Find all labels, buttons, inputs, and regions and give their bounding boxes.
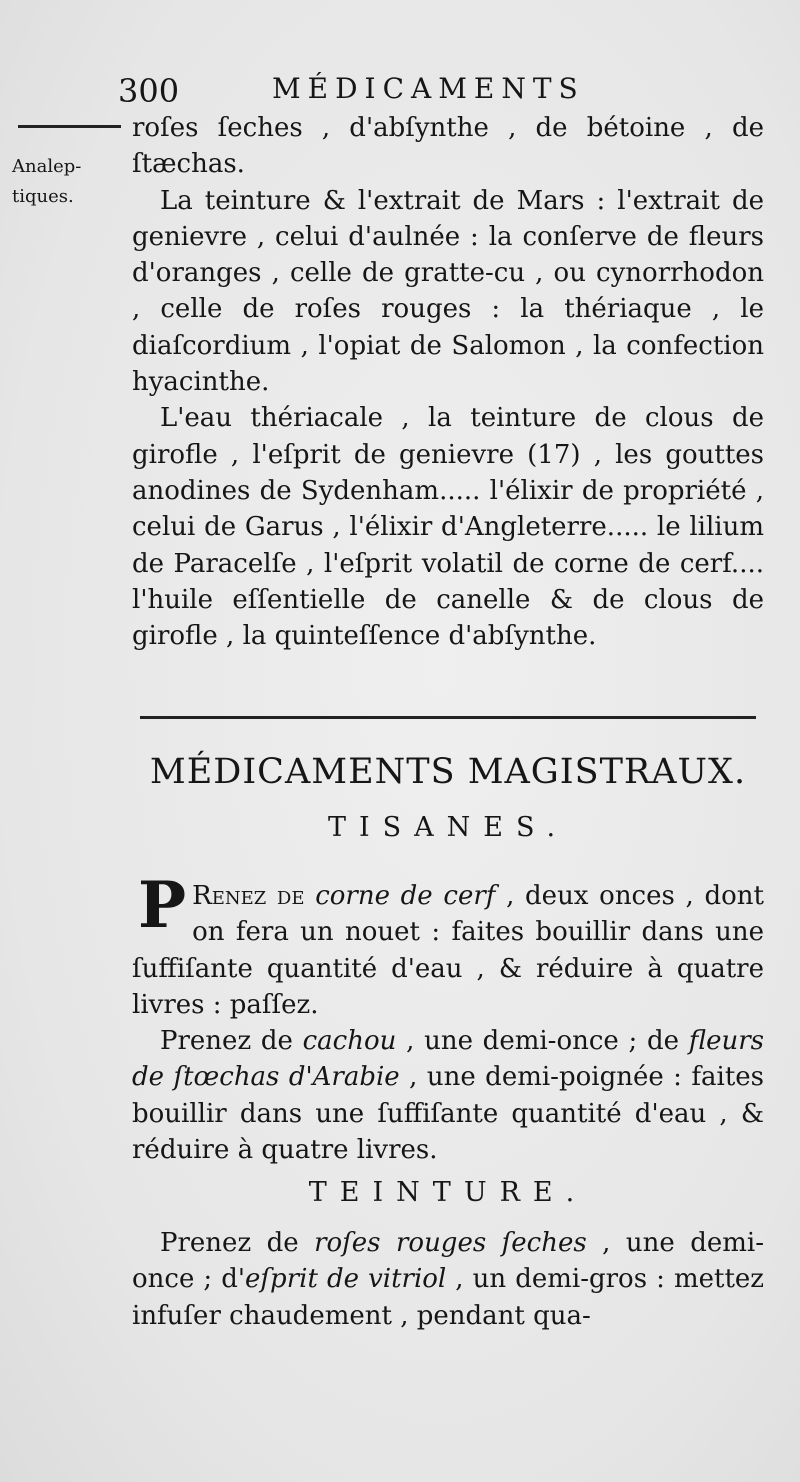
italic-run: corne de cerf — [315, 881, 496, 911]
paragraph: L'eau thériacale , la teinture de clous de girofle , l'eſprit de genievre (17) , les gouttes anodines de Sydenham..... l'élixir de propriété , celui de Garus , l'élixir d'Angleterre..... le lilium de Paracelſe , l'eſprit volatil de corne de cerf.... l'huile eſſentielle de canelle & de clous de girofle , la quinteſſence d'abſynthe. — [132, 403, 764, 652]
teinture-text — [132, 1225, 764, 1334]
section-title: MÉDICAMENTS MAGISTRAUX. — [149, 752, 747, 792]
page-header — [0, 72, 800, 112]
running-title: MÉDICAMENTS — [272, 72, 585, 105]
text-run: , une demi-once ; d' — [132, 1228, 764, 1295]
paragraph: roſes ſeches , d'abſynthe , de bétoine , de ſtæchas. — [132, 113, 764, 180]
analeptiques-text — [132, 110, 764, 654]
marginal-note-line: tiques. — [12, 186, 74, 207]
italic-run: eſprit de vitriol — [245, 1264, 447, 1295]
text-run: , deux onces , dont on fera un nouet : faites bouillir dans une ſuffiſante quantité d'eau , & réduire à quatre livres : paſſez. — [132, 881, 764, 1020]
paragraph — [132, 868, 764, 1023]
italic-run: cachou — [302, 1026, 397, 1057]
page-number: 300 — [118, 72, 180, 110]
marginal-note — [12, 152, 122, 212]
text-run: , une demi-poignée : faites bouillir dans une ſuffiſante quantité d'eau , & réduire à quatre livres. — [132, 1062, 764, 1166]
text-run: Prenez de — [160, 1026, 303, 1057]
paragraph: La teinture & l'extrait de Mars : l'extrait de genievre , celui d'aulnée : la conſerve de fleurs d'oranges , celle de gratte-cu , ou cynorrhodon , celle de roſes rouges : la thériaque , le diaſcordium , l'opiat de Salomon , la confection hyacinthe. — [132, 185, 764, 398]
text-run: , une demi-once ; de — [396, 1026, 689, 1057]
paragraph — [132, 1225, 764, 1334]
margin-dash — [18, 125, 121, 128]
paragraph — [132, 1023, 764, 1168]
italic-run: roſes rouges ſeches — [314, 1228, 587, 1258]
section-divider — [140, 716, 756, 719]
text-run: , un demi-gros : mettez infuſer chaudement , pendant qua- — [132, 1264, 764, 1331]
italic-run: fleurs de ſtœchas d'Arabie — [132, 1026, 764, 1093]
subsection-title-teinture: TEINTURE. — [308, 1177, 588, 1208]
subsection-title-tisanes: TISANES. — [327, 812, 569, 843]
text-run: Prenez de — [160, 1228, 315, 1258]
drop-cap: P — [138, 868, 187, 943]
marginal-note-line: Analep- — [12, 156, 82, 177]
text-run: Renez de — [192, 881, 316, 911]
tisanes-text — [132, 868, 764, 1168]
